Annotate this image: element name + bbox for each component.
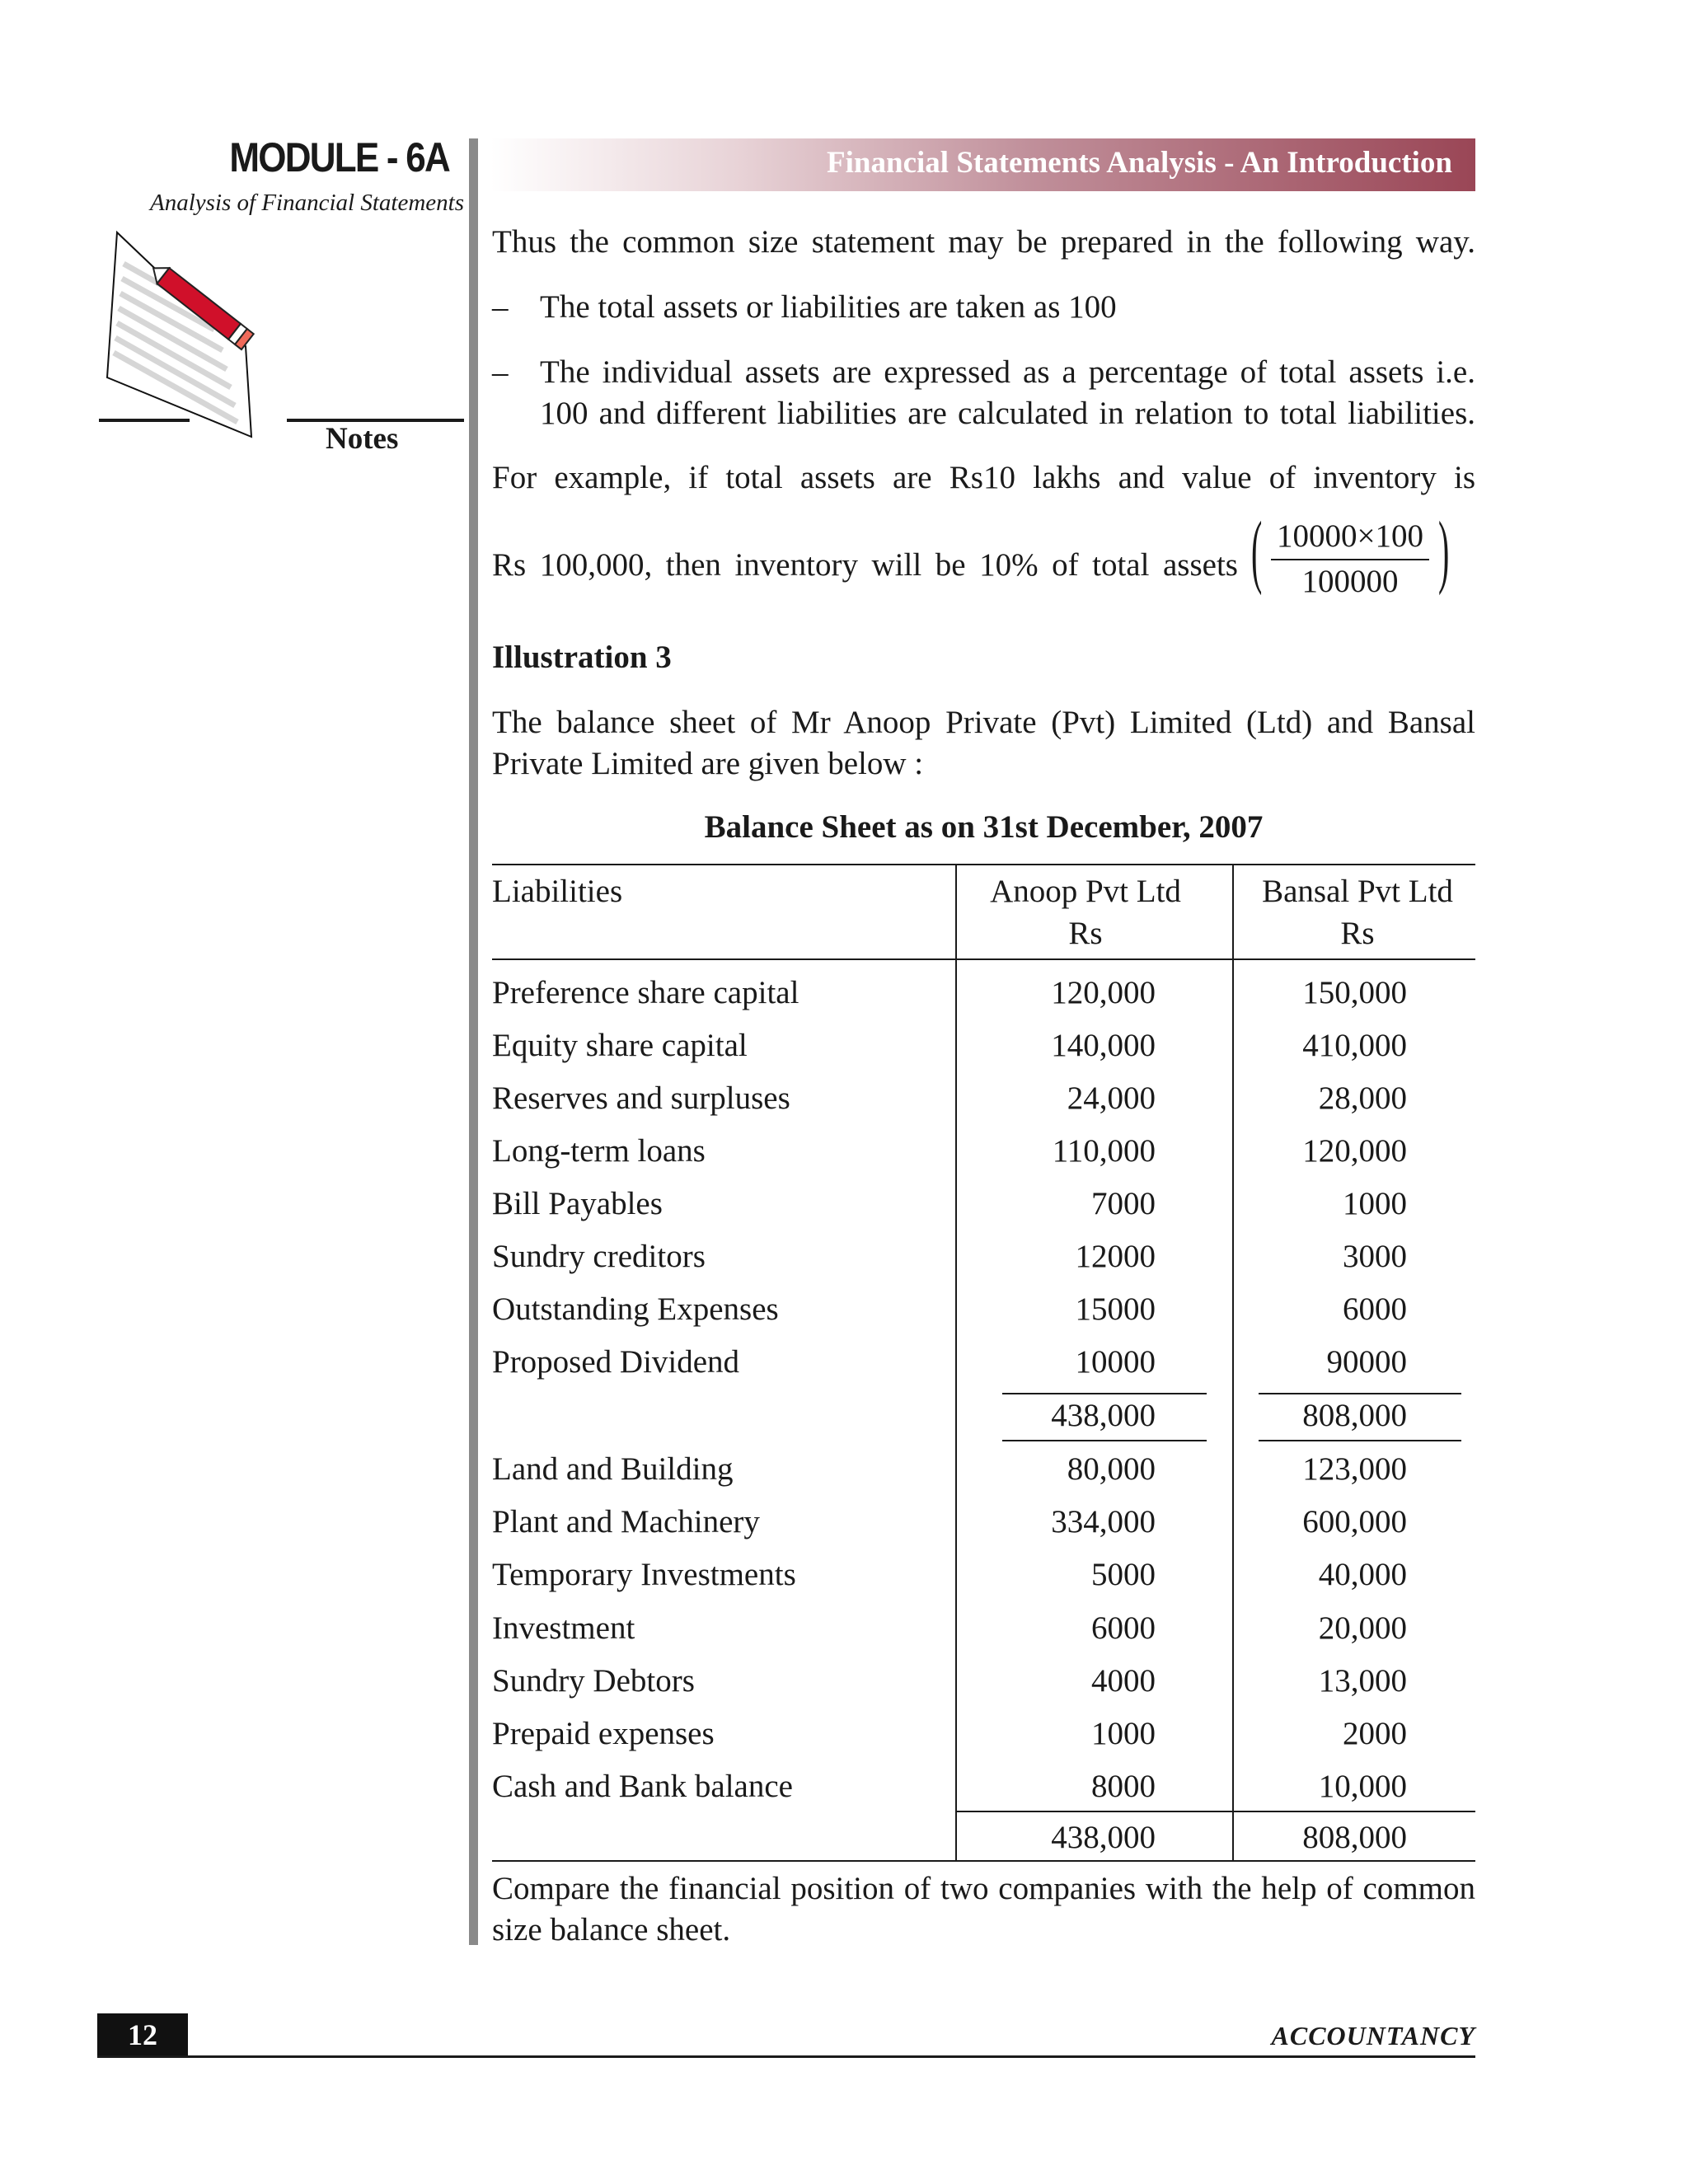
liabilitie-row-label: Reserves and surpluses [492,1080,790,1116]
bullet-2-line-2: 100 and different liabilities are calculated in relation to total liabilities. [540,396,1475,431]
liabilitie-anoop-value: 12000 [1075,1239,1156,1274]
liabilitie-row-label: Proposed Dividend [492,1344,740,1380]
bullet-2-line-1: The individual assets are expressed as a percentage of total assets i.e. [540,354,1475,390]
asset-bansal-value: 20,000 [1318,1610,1407,1646]
table-top-rule [492,864,1475,865]
compare-line-2: size balance sheet. [492,1912,731,1947]
liabilitie-row-label: Preference share capital [492,975,799,1010]
module-title: MODULE - 6A [229,134,449,180]
asset-anoop-value: 6000 [1091,1610,1156,1646]
fraction-numerator: 10000×100 [1277,518,1423,554]
notes-label: Notes [326,422,399,456]
asset-row-label: Investment [492,1610,635,1646]
asset-row-label: Land and Building [492,1451,734,1487]
assets-total-bansal: 808,000 [1302,1820,1407,1855]
intro-text: Thus the common size statement may be prepared in the following way. [492,224,1475,260]
liabilitie-bansal-value: 6000 [1343,1291,1407,1327]
chapter-header [490,138,1475,191]
header-anoop: Anoop Pvt Ltd [990,874,1181,909]
module-subtitle: Analysis of Financial Statements [150,190,464,216]
liabilities-total-bansal: 808,000 [1302,1398,1407,1433]
asset-anoop-value: 80,000 [1067,1451,1156,1487]
illustration-heading: Illustration 3 [492,640,672,675]
bullet-marker: – [492,289,509,325]
footer-rule [97,2055,1475,2058]
liabilitie-anoop-value: 10000 [1075,1344,1156,1380]
description-line-1: The balance sheet of Mr Anoop Private (Pvt) Limited (Ltd) and Bansal [492,705,1475,740]
asset-anoop-value: 8000 [1091,1769,1156,1805]
liabilitie-anoop-value: 15000 [1075,1291,1156,1327]
subtotal-rule [1259,1393,1461,1394]
fraction-denominator: 100000 [1301,564,1399,599]
liabilitie-anoop-value: 140,000 [1051,1028,1156,1063]
liabilitie-row-label: Outstanding Expenses [492,1291,779,1327]
bullet-marker: – [492,354,509,390]
liabilitie-row-label: Equity share capital [492,1028,748,1063]
assets-total-anoop: 438,000 [1051,1820,1156,1855]
subtotal-rule [1002,1440,1207,1441]
asset-bansal-value: 40,000 [1318,1557,1407,1593]
example-line-2: Rs 100,000, then inventory will be 10% of total assets [492,547,1238,583]
bullet-1: The total assets or liabilities are taken as 100 [540,289,1117,325]
header-bansal-unit: Rs [1340,916,1375,951]
liabilitie-anoop-value: 110,000 [1052,1133,1156,1169]
description-line-2: Private Limited are given below : [492,746,924,781]
right-paren: ) [1437,504,1449,596]
fraction [1251,504,1449,602]
liabilitie-anoop-value: 120,000 [1051,975,1156,1010]
liabilitie-bansal-value: 3000 [1343,1239,1407,1274]
liabilitie-bansal-value: 410,000 [1302,1028,1407,1063]
page-number: 12 [97,2013,188,2057]
header-bottom-rule [492,958,1475,960]
margin-bar [469,138,478,1945]
table-title: Balance Sheet as on 31st December, 2007 [704,809,1264,845]
fraction-bar [1271,559,1429,560]
asset-anoop-value: 1000 [1091,1716,1156,1751]
header-bansal: Bansal Pvt Ltd [1262,874,1453,909]
asset-bansal-value: 600,000 [1302,1504,1407,1540]
subtotal-rule [1002,1393,1207,1394]
liabilitie-bansal-value: 1000 [1343,1186,1407,1221]
asset-bansal-value: 10,000 [1318,1769,1407,1805]
asset-row-label: Plant and Machinery [492,1504,760,1540]
liabilitie-bansal-value: 120,000 [1302,1133,1407,1169]
total-rule [955,1811,1475,1812]
liabilitie-bansal-value: 90000 [1326,1344,1407,1380]
liabilitie-row-label: Bill Payables [492,1186,663,1221]
asset-anoop-value: 334,000 [1051,1504,1156,1540]
asset-row-label: Cash and Bank balance [492,1769,793,1805]
chapter-title: Financial Statements Analysis - An Introduction [827,146,1452,180]
example-line-1: For example, if total assets are Rs10 lakhs and value of inventory is [492,460,1475,495]
asset-row-label: Prepaid expenses [492,1716,715,1751]
asset-bansal-value: 2000 [1343,1716,1407,1751]
liabilitie-bansal-value: 28,000 [1318,1080,1407,1116]
liabilitie-row-label: Sundry creditors [492,1239,706,1274]
table-bottom-rule [492,1860,1475,1862]
asset-row-label: Sundry Debtors [492,1662,695,1699]
liabilitie-anoop-value: 7000 [1091,1186,1156,1221]
liabilitie-row-label: Long-term loans [492,1133,706,1169]
asset-bansal-value: 13,000 [1318,1662,1407,1699]
footer-subject: ACCOUNTANCY [1271,2021,1475,2050]
asset-bansal-value: 123,000 [1302,1451,1407,1487]
asset-anoop-value: 4000 [1091,1662,1156,1699]
asset-anoop-value: 5000 [1091,1557,1156,1593]
notes-divider-left [99,419,190,422]
liabilitie-bansal-value: 150,000 [1302,975,1407,1010]
header-anoop-unit: Rs [1068,916,1103,951]
left-paren: ( [1251,504,1263,596]
asset-row-label: Temporary Investments [492,1557,796,1593]
compare-line-1: Compare the financial position of two companies with the help of common [492,1871,1475,1906]
liabilities-total-anoop: 438,000 [1051,1398,1156,1433]
subtotal-rule [1259,1440,1461,1441]
header-liabilities: Liabilities [492,874,623,909]
liabilitie-anoop-value: 24,000 [1067,1080,1156,1116]
